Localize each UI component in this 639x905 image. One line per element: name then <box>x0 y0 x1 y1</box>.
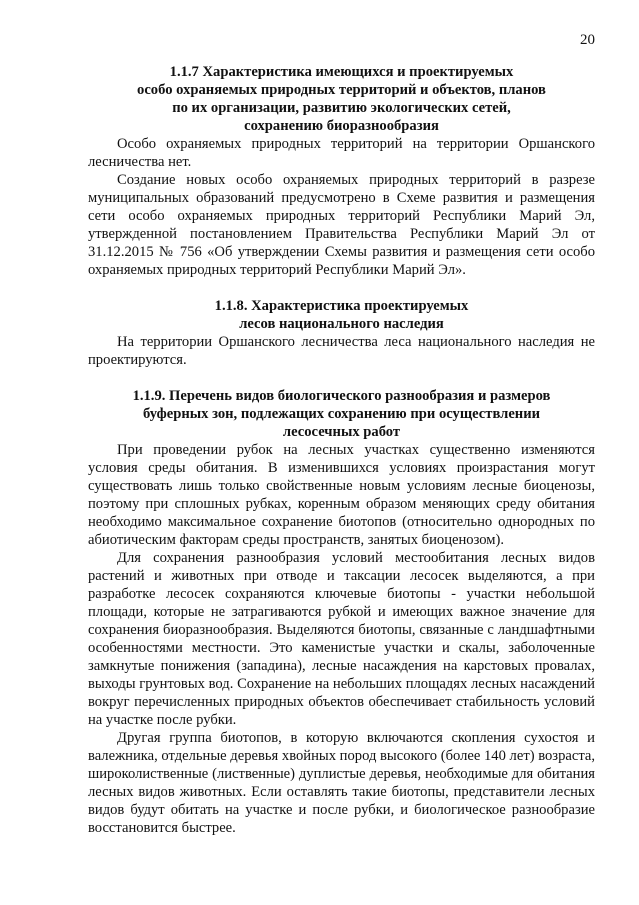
heading-line: 1.1.9. Перечень видов биологического разнообразия и размеров <box>132 388 551 404</box>
heading-line: 1.1.8. Характеристика проектируемых <box>214 298 469 314</box>
heading-line: лесосечных работ <box>282 424 401 440</box>
paragraph: Особо охраняемых природных территорий на территории Оршанского лесничества нет. <box>88 136 595 170</box>
page-content <box>88 63 595 837</box>
section-spacer <box>88 279 595 297</box>
heading-line: особо охраняемых природных территорий и объектов, планов <box>137 82 546 98</box>
heading-line: сохранению биоразнообразия <box>244 118 439 134</box>
section-heading-1-1-9 <box>88 387 595 441</box>
paragraph: Создание новых особо охраняемых природных территорий в разрезе муниципальных образований предусмотрено в Схеме развития и размещения сети особо охраняемых природных территорий Республики Марий Эл, утвержденной постановлением Правительства Республики Марий Эл от 31.12.2015 № 756 «Об утверждении Схемы развития и размещения сети особо охраняемых природных территорий Республики Марий Эл». <box>88 172 595 278</box>
heading-line: 1.1.7 Характеристика имеющихся и проектируемых <box>169 64 514 80</box>
heading-line: буферных зон, подлежащих сохранению при осуществлении <box>142 406 541 422</box>
paragraph: Другая группа биотопов, в которую включаются скопления сухостоя и валежника, отдельные деревья хвойных пород высокого (более 140 лет) возраста, широколиственные (лиственные) дуплистые деревья, необходимые для обитания лесных видов животных. Если оставлять такие биотопы, представители лесных видов будут обитать на участке и после рубки, и биологическое разнообразие восстановится быстрее. <box>88 730 595 836</box>
page-number: 20 <box>580 32 595 48</box>
section-spacer <box>88 369 595 387</box>
paragraph: На территории Оршанского лесничества леса национального наследия не проектируются. <box>88 334 595 368</box>
paragraph: При проведении рубок на лесных участках существенно изменяются условия среды обитания. В изменившихся условиях произрастания могут существовать лишь только свойственные новым условиям лесные биоценозы, поэтому при сплошных рубках, коренным образом меняющих среду обитания необходимо максимальное сохранение биотопов (относительно однородных по абиотическим факторам среды пространств, занятых биоценозом). <box>88 442 595 548</box>
section-heading-1-1-7 <box>88 63 595 135</box>
section-heading-1-1-8 <box>88 297 595 333</box>
heading-line: по их организации, развитию экологических сетей, <box>172 100 511 116</box>
heading-line: лесов национального наследия <box>239 316 444 332</box>
paragraph: Для сохранения разнообразия условий местообитания лесных видов растений и животных при отводе и таксации лесосек выделяются, а при разработке лесосек сохраняются ключевые биотопы - участки небольшой площади, которые не затрагиваются рубкой и имеющих важное значение для сохранения биоразнообразия. Выделяются биотопы, связанные с ландшафтными особенностями местности. Это каменистые участки и скалы, заболоченные замкнутые понижения (западина), лесные насаждения на карстовых провалах, выходы грунтовых вод. Сохранение на небольших площадях лесных насаждений вокруг перечисленных природных объектов обеспечивает стабильность условий на участке после рубки. <box>88 550 595 728</box>
